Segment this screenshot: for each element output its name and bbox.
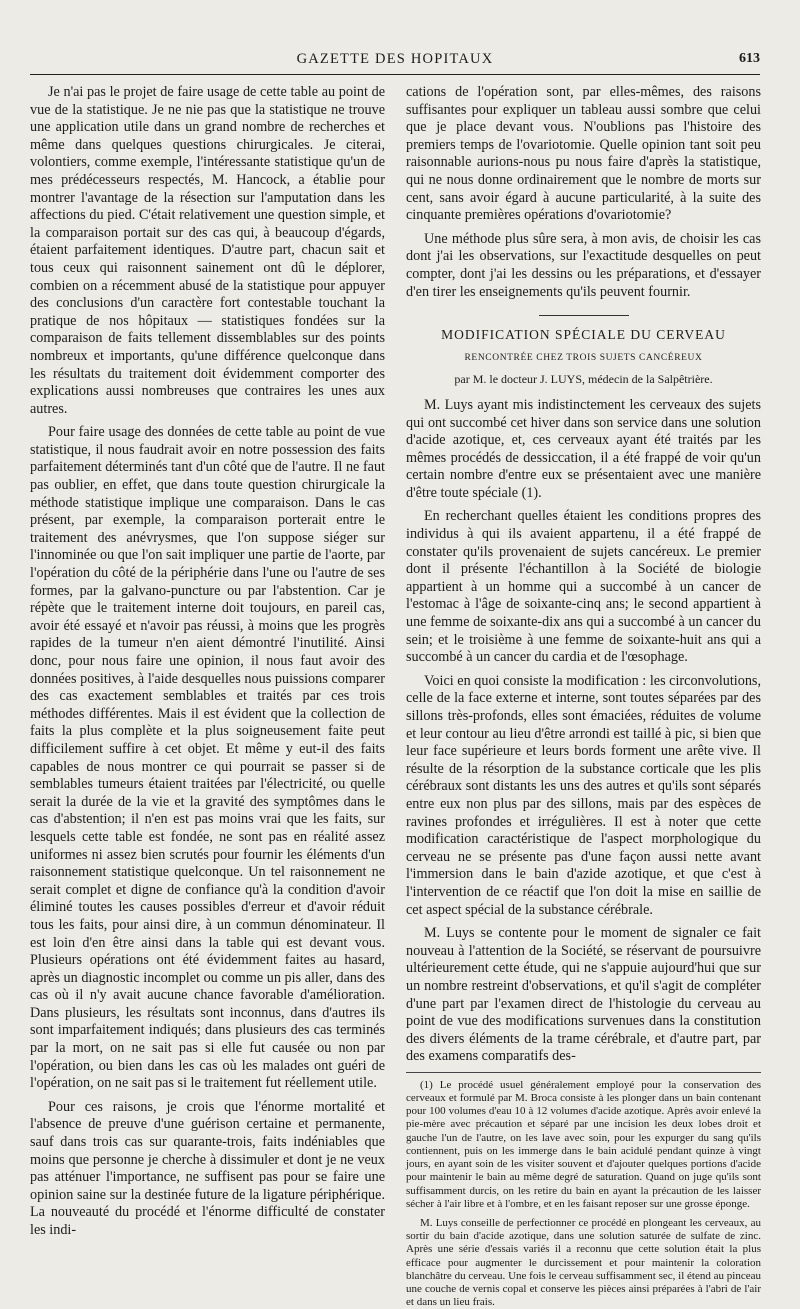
right-intro-paragraph-2: Une méthode plus sûre sera, à mon avis, de choisir les cas dont j'ai les observations, sur l'exactitude desquelles on peut compter, dont j'ai les dessins ou les préparations, et d'essayer d'en tirer les enseignements qu'ils peuvent fournir.: [406, 230, 761, 300]
footnote-2: M. Luys conseille de perfectionner ce procédé en plongeant les cerveaux, au sortir du bain d'acide azotique, dans une solution saturée de sulfate de zinc. Après une série d'essais variés il a reconnu que cette solution était la plus efficace pour augmenter le durcissement et pour maintenir la coloration blanchâtre du cerveau. Une fois le cerveau suffisamment sec, il étend au pinceau une couche de vernis copal et conserve les pièces ainsi préparées à l'abri de l'air et dans un lieu frais.: [406, 1216, 761, 1309]
right-intro-paragraph-1: cations de l'opération sont, par elles-mêmes, des raisons suffisantes pour expliquer un tableau aussi sombre que celui que je place devant vous. N'oublions pas l'histoire des premiers temps de l'ovariotomie. Quelle opinion tant soit peu raisonnable aurions-nous pu nous faire d'après la statistique, qui ne nous donne ordinairement que le nombre de morts sur cent, sans avoir égard à aucune particularité, à la suite des cinquante premières opérations d'ovariotomie?: [406, 84, 761, 224]
page-number: 613: [739, 51, 760, 66]
article-author: par M. le docteur J. LUYS, médecin de la Salpêtrière.: [454, 372, 713, 387]
article-paragraph-1: M. Luys ayant mis indistinctement les cerveaux des sujets qui ont succombé cet hiver dans son service dans une solution d'acide azotique, et, ces cerveaux ayant été traités par les mêmes procédés de dessiccation, il a été frappé de voir qu'un certain nombre d'entre eux se présentaient avec une manière d'être toute spéciale (1).: [406, 396, 761, 501]
section-divider: [539, 315, 629, 316]
left-paragraph-3: Pour ces raisons, je crois que l'énorme mortalité et l'absence de preuve d'une guérison certaine et permanente, sauf dans trois cas sur quarante-trois, faits indéniables que moins que personne je cherche à dissimuler et dont je ne veux pas atténuer l'importance, ne suffisent pas pour se faire une opinion saine sur la destinée future de la ligature périphérique. La nouveauté du procédé et l'énorme difficulté de constater les indi-: [30, 1098, 385, 1238]
article-title: MODIFICATION SPÉCIALE DU CERVEAU: [441, 327, 726, 343]
journal-title: GAZETTE DES HOPITAUX: [296, 51, 494, 67]
left-paragraph-2: Pour faire usage des données de cette table au point de vue statistique, il nous faudrait avoir en notre possession des faits parfaitement déterminés tant d'un côté que de l'autre. Il ne faut pas oublier, en effet, que dans toute question chirurgicale la méthode statistique implique une comparaison. Dans le cas présent, par exemple, la comparaison porterait entre le traitement des anévrysmes, que l'on suppose siéger sur l'innominée ou que l'on sait impliquer une partie de l'aorte, par l'opération du côté de la périphérie dans l'une ou l'autre de ses formes, par la galvano-puncture ou par l'abstention. Car je répète que le traitement interne doit toujours, en pareil cas, avoir été essayé et n'avoir pas réussi, à moins que les progrès rapides de la tumeur n'en aient démontré l'inutilité. Ainsi donc, pour nous faire une opinion, il nous faut avoir des données positives, à l'aide desquelles nous puissions comparer des cas exactement semblables et traités par ces trois méthodes différentes. Mais il est évident que la collection de faits la plus complète et la plus soigneusement faite peut difficilement suffire à cet objet. Et même y eut-il des faits capables de nous montrer ce qui pourrait se passer si de semblables tumeurs étaient traitées par l'électricité, ou quelle serait la durée de la vie et la gravité des symptômes dans le cas d'abstention; il n'en est pas moins vrai que les faits, sur lesquels cette table est fondée, ne sont pas en réalité assez uniformes ni assez bien scrutés pour fournir les éléments d'un raisonnement statistique quelconque. Un tel raisonnement ne serait complet et digne de confiance qu'à la condition d'avoir éliminé toutes les causes possibles d'erreur et d'avoir réduit tous les faits, pour ainsi dire, à un commun dénominateur. Il est loin d'en être ainsi dans la table qui est devant vous. Plusieurs opérations ont été évidemment faites au hasard, après un diagnostic incomplet ou comme un pis aller, dans des cas où il n'y avait aucune chance favorable d'amélioration. Dans plusieurs, les résultats sont inconnus, dans d'autres ils sont imparfaitement indiqués; dans plusieurs des cas terminés par la mort, on ne sait pas si elle fut causée ou non par l'opération, ou bien dans les cas où les malades ont guéri de l'opération, on ne sait pas si le traitement fut réellement utile.: [30, 424, 385, 1092]
article-paragraph-2: En recherchant quelles étaient les conditions propres des individus à qui ils avaient appartenu, il a été frappé de constater qu'ils provenaient de sujets cancéreux. Le premier dont il présente l'échantillon à la Société de biologie appartient à un homme qui a succombé à un cancer de l'estomac à l'âge de soixante-cinq ans; le second appartient à une femme de soixante-dix ans qui a succombé à un cancer du sein; et le troisième à une femme de soixante-huit ans qui a succombé à un cancer du cardia et de l'œsophage.: [406, 508, 761, 666]
left-paragraph-1: Je n'ai pas le projet de faire usage de cette table au point de vue de la statistique. Je ne nie pas que la statistique ne trouve une application utile dans un grand nombre de recherches et même dans quelques questions chirurgicales. Je citerai, volontiers, comme exemple, l'intéressante statistique qu'un de mes prédécesseurs respectés, M. Hancock, a établie pour montrer l'avantage de la résection sur l'amputation dans les affections du pied. C'était relativement une question simple, et la comparaison portait sur des cas qui, à beaucoup d'égards, étaient parfaitement identiques. D'autre part, chacun sait et tous ceux qui raisonnent sainement ont dû le déplorer, combien on a récemment abusé de la statistique pour appuyer des conclusions d'un caractère fort contestable touchant la pratique de nos hôpitaux — statistiques fondées sur la comparaison de faits tellement dissemblables sur des points nombreux et importants, qu'une différence quelconque dans les résultats du traitement doit évidemment comporter des explications aussi nombreuses que contraires les unes aux autres.: [30, 84, 385, 417]
footnote-1: (1) Le procédé usuel généralement employé pour la conservation des cerveaux et formulé par M. Broca consiste à les plonger dans un bain contenant pour 100 volumes d'eau 10 à 12 volumes d'acide azotique. Après avoir enlevé la pie-mère avec précaution et séparé par une incision les deux lobes droit et gauche l'un de l'autre, on les lave avec soin, pour les expurger du sang qu'ils contiennent, puis on les immerge dans le bain acidulé pendant quinze à vingt jours, en ayant soin de les visiter souvent et d'ajouter quelques portions d'acide pour maintenir le bain au même degré de saturation. Quand on juge qu'ils sont suffisamment durcis, on les retire du bain en ayant la précaution de les laisser sécher à l'air libre et à l'ombre, et en les faisant reposer sur une grosse éponge.: [406, 1078, 761, 1210]
page-header: [30, 48, 760, 75]
left-column: [30, 84, 385, 1238]
article-paragraph-4: M. Luys se contente pour le moment de signaler ce fait nouveau à l'attention de la Société, se réservant de poursuivre ultérieurement cette étude, qui ne s'appuie aujourd'hui que sur un nombre restreint d'observations, et qu'il s'agit de compléter d'une part par l'examen direct de l'histologie du cerveau au point de vue des modifications survenues dans la constitution des divers éléments de la trame cérébrale, et d'autre part, par des examens comparatifs des-: [406, 925, 761, 1065]
footnote-divider: [406, 1072, 761, 1073]
article-paragraph-3: Voici en quoi consiste la modification : les circonvolutions, celle de la face externe et interne, sont toutes séparées par des sillons très-profonds, elles sont émaciées, réduites de volume et leur contour au lieu d'être arrondi est taillé à pic, si bien que leur face supérieure et leurs bords forment une arête vive. Il résulte de la résorption de la substance corticale que les plis cérébraux sont distants les uns des autres et qu'ils sont séparés entre eux non plus par des sillons, mais par des espèces de ravines profondes et irrégulières. Il est à noter que cette modification caractéristique de l'aspect morphologique du cerveau ne se présente pas d'une façon aussi nette avant l'immersion dans le bain d'azide azotique, et que c'est à l'intervention de ce réactif que l'on doit la mise en saillie de cet aspect spécial de la substance cérébrale.: [406, 672, 761, 918]
footnotes: [406, 1079, 761, 1309]
article-subtitle: RENCONTRÉE CHEZ TROIS SUJETS CANCÉREUX: [464, 352, 703, 363]
right-column: [406, 84, 761, 1309]
